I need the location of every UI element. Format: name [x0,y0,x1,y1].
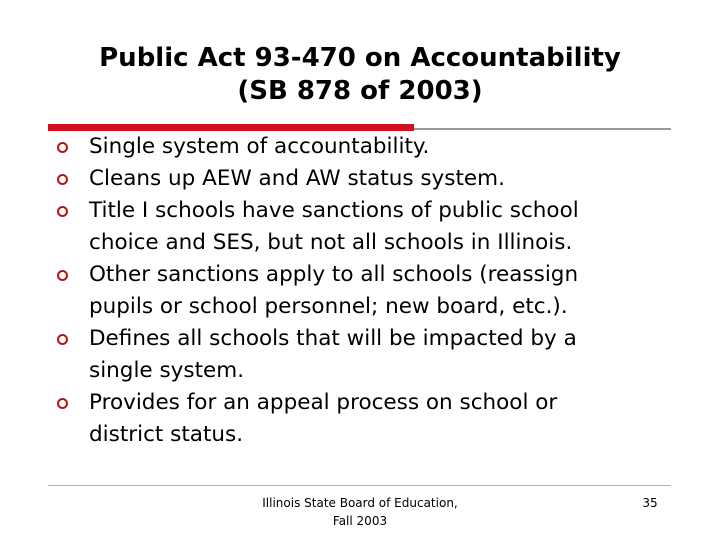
bullet-text [89,387,689,451]
footer-organization [230,494,490,530]
bullet-line: Defines all schools that will be impacted by a [89,326,577,351]
bullet-text [89,131,689,163]
page-number: 35 [642,496,658,510]
footer-divider-line [48,485,671,486]
bullet-text [89,323,689,387]
bullet-line: Provides for an appeal process on school or [89,390,558,415]
bullet-line: single system. [89,358,245,383]
hollow-circle-bullet-icon [57,270,68,281]
title-accent-bar [48,124,414,131]
bullet-line: Title I schools have sanctions of public school [89,198,579,223]
slide-title-line-1: Public Act 93-470 on Accountability [99,43,621,73]
bullet-line: Single system of accountability. [89,134,430,159]
bullet-line: district status. [89,422,244,447]
slide-title [0,42,720,108]
bullet-line: Cleans up AEW and AW status system. [89,166,505,191]
bullet-line: choice and SES, but not all schools in Illinois. [89,230,573,255]
bullet-line: pupils or school personnel; new board, etc.). [89,294,568,319]
hollow-circle-bullet-icon [57,174,68,185]
footer-line-1: Illinois State Board of Education, [262,496,458,510]
bullet-text [89,163,689,195]
hollow-circle-bullet-icon [57,206,68,217]
slide-title-line-2: (SB 878 of 2003) [237,76,483,106]
bullet-text [89,259,689,323]
bullet-line: Other sanctions apply to all schools (reassign [89,262,579,287]
footer-line-2: Fall 2003 [332,514,388,528]
hollow-circle-bullet-icon [57,334,68,345]
bullet-text [89,195,689,259]
hollow-circle-bullet-icon [57,398,68,409]
hollow-circle-bullet-icon [57,142,68,153]
